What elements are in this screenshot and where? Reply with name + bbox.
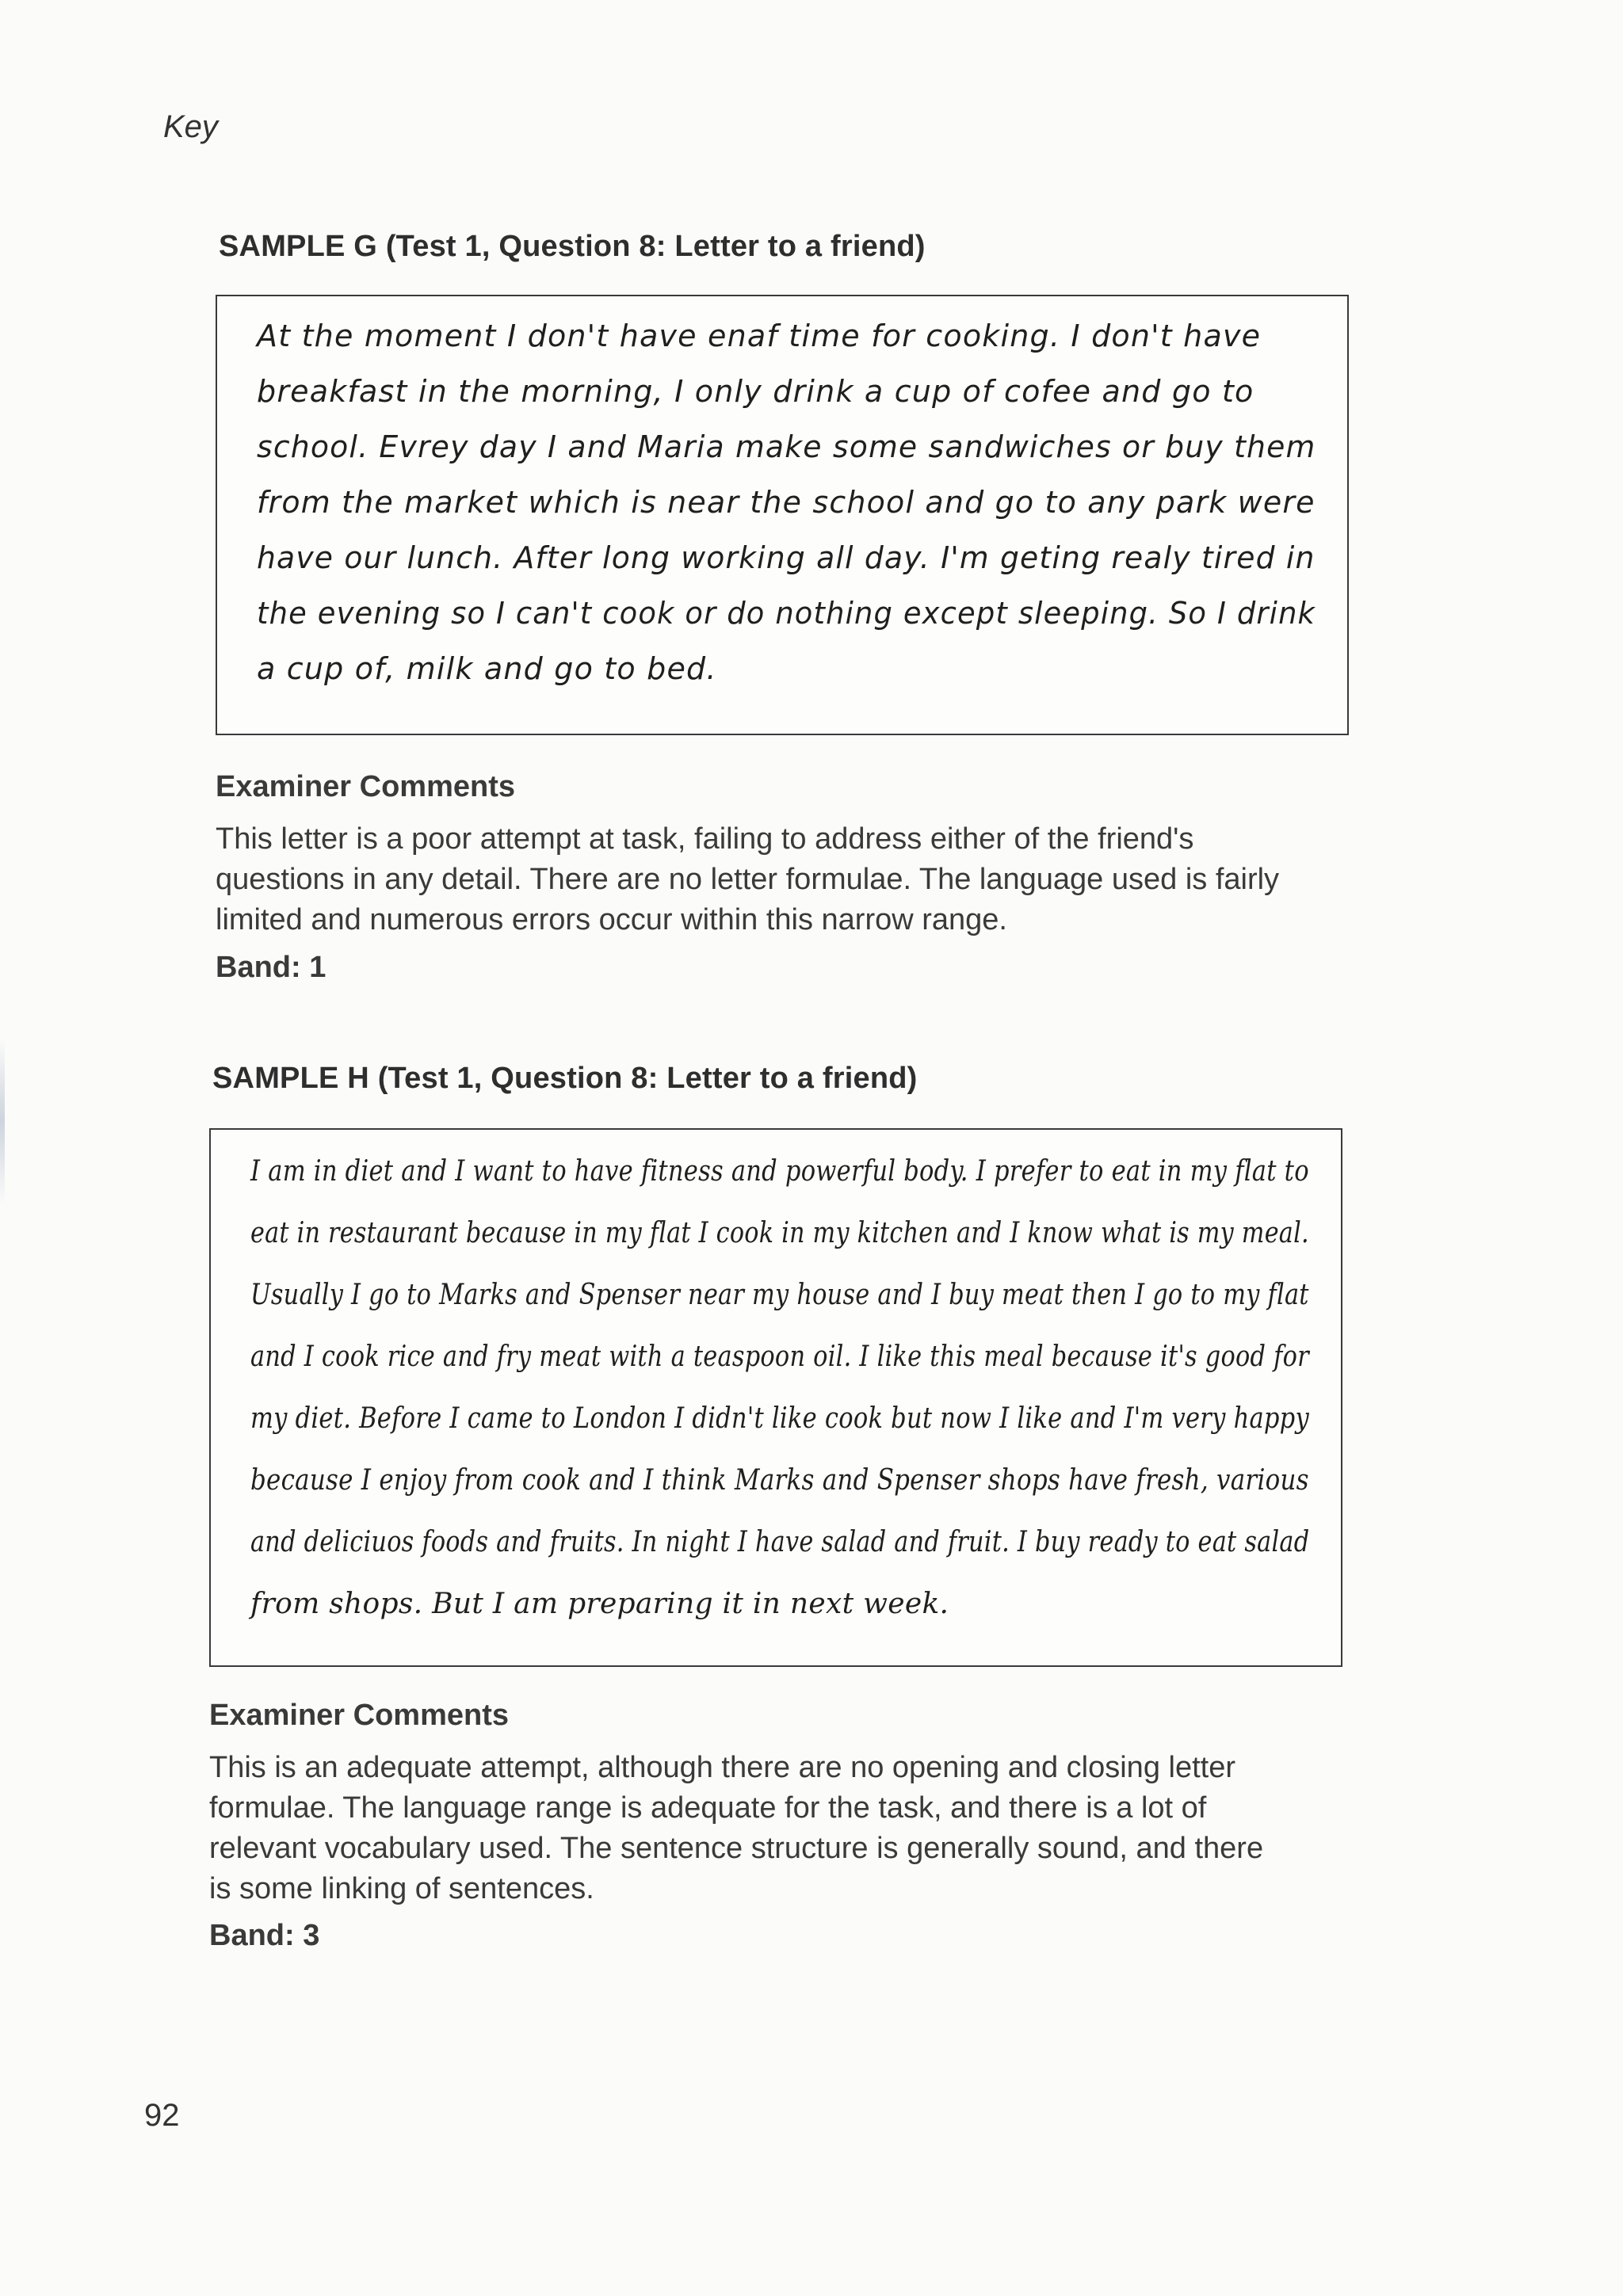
sample-h-comments-heading: Examiner Comments — [209, 1699, 510, 1732]
sample-g-essay-box — [216, 295, 1349, 735]
sample-h-comment-line-3: relevant vocabulary used. The sentence structure is generally sound, and there — [209, 1832, 1264, 1865]
sample-g-line-3: school. Evrey day I and Maria make some sandwiches or buy them — [257, 429, 1316, 464]
sample-g-line-7: a cup of, milk and go to bed. — [257, 651, 717, 686]
running-head: Key — [163, 109, 218, 144]
sample-g-band: Band: 1 — [216, 951, 327, 984]
sample-h-comment-line-2: formulae. The language range is adequate for the task, and there is a lot of — [209, 1791, 1207, 1825]
sample-g-comment-line-1: This letter is a poor attempt at task, failing to address either of the friend's — [216, 822, 1194, 856]
sample-h-line-2: eat in restaurant because in my flat I cook in my kitchen and I know what is my meal. — [250, 1217, 1309, 1249]
sample-g-line-1: At the moment I don't have enaf time for cooking. I don't have — [257, 318, 1262, 353]
sample-g-line-4: from the market which is near the school and go to any park were — [257, 485, 1316, 520]
sample-g-line-5: have our lunch. After long working all day. I'm geting realy tired in — [257, 540, 1316, 575]
sample-h-line-8: from shops. But I am preparing it in next week. — [250, 1588, 949, 1620]
sample-h-heading: SAMPLE H (Test 1, Question 8: Letter to a friend) — [212, 1062, 918, 1095]
sample-h-line-6: because I enjoy from cook and I think Marks and Spenser shops have fresh, various — [250, 1464, 1309, 1497]
sample-h-line-3: Usually I go to Marks and Spenser near my house and I buy meat then I go to my flat — [250, 1279, 1309, 1311]
sample-h-comment-line-4: is some linking of sentences. — [209, 1872, 594, 1905]
sample-h-line-4: and I cook rice and fry meat with a teaspoon oil. I like this meal because it's good for — [250, 1341, 1309, 1373]
sample-g-heading: SAMPLE G (Test 1, Question 8: Letter to a friend) — [219, 230, 926, 263]
sample-g-comment-line-3: limited and numerous errors occur within this narrow range. — [216, 903, 1007, 936]
sample-h-line-5: my diet. Before I came to London I didn't like cook but now I like and I'm very happy — [250, 1402, 1309, 1435]
page-number: 92 — [144, 2098, 180, 2133]
sample-h-comment-line-1: This is an adequate attempt, although there are no opening and closing letter — [209, 1751, 1235, 1784]
sample-g-comment-line-2: questions in any detail. There are no letter formulae. The language used is fairly — [216, 863, 1280, 896]
sample-g-line-2: breakfast in the morning, I only drink a cup of cofee and go to — [257, 374, 1254, 409]
sample-h-comments-body — [209, 1748, 1263, 1909]
sample-g-comments-heading: Examiner Comments — [216, 770, 516, 803]
sample-h-line-7: and deliciuos foods and fruits. In night I have salad and fruit. I buy ready to eat salad — [250, 1526, 1310, 1558]
scan-edge-mark — [0, 1038, 5, 1204]
sample-g-line-6: the evening so I can't cook or do nothing except sleeping. So I drink — [257, 596, 1316, 631]
sample-h-essay-box — [209, 1128, 1342, 1667]
sample-h-line-1: I am in diet and I want to have fitness and powerful body. I prefer to eat in my flat to — [250, 1155, 1309, 1188]
sample-h-band: Band: 3 — [209, 1919, 320, 1952]
sample-g-comments-body — [216, 819, 1279, 940]
